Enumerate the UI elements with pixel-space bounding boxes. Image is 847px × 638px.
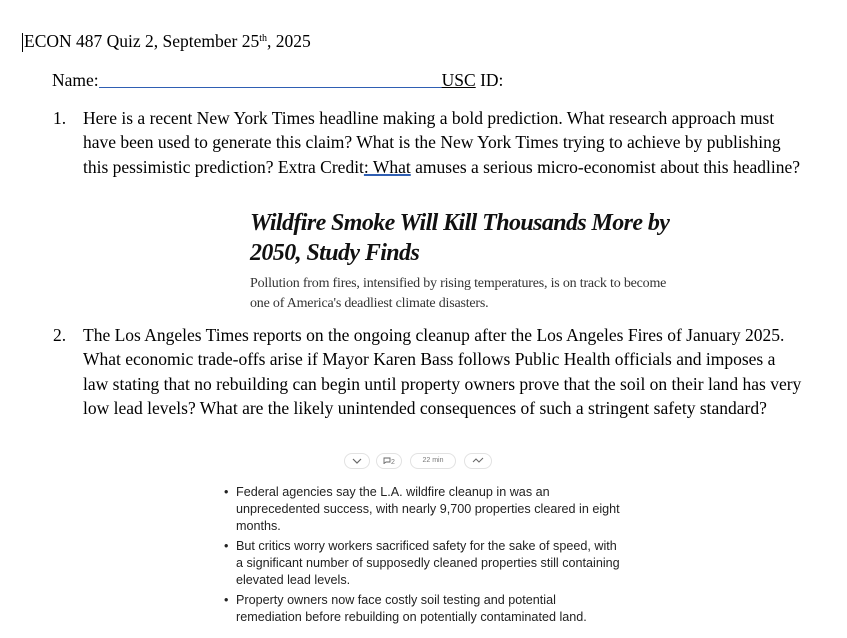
- usc-label: USC: [441, 70, 476, 90]
- question-text: Here is a recent New York Times headline making a bold prediction. What research approach must have been used to generate this claim? What is the New York Times trying to achieve by publishing this pessimistic prediction? Extra Credit: [83, 108, 781, 177]
- name-line: [52, 70, 503, 91]
- nyt-headline-clipping: [250, 208, 670, 314]
- bullet-icon: •: [224, 485, 229, 499]
- list-item: • But critics worry workers sacrificed safety for the sake of speed, with a significant number of supposedly cleaned properties still containing elevated lead levels.: [224, 539, 620, 587]
- id-label: ID:: [475, 70, 504, 90]
- bullet-icon: •: [224, 539, 229, 553]
- lat-bullet-list: [222, 484, 622, 629]
- bullet-icon: •: [224, 593, 229, 607]
- question-2: [53, 323, 803, 420]
- question-number: 2.: [53, 325, 67, 345]
- question-text-tail: amuses a serious micro-economist about this headline?: [410, 156, 801, 177]
- question-text: The Los Angeles Times reports on the ongoing cleanup after the Los Angeles Fires of January 2025. What economic trade-offs arise if Mayor Karen Bass follows Public Health officials and imposes a law stating that no rebuilding can begin until property owners prove that the soil on their land has very low lead levels? What are the likely unintended consequences of such a stringent safety standard?: [83, 325, 802, 418]
- share-icon[interactable]: [464, 453, 492, 469]
- list-item: • Federal agencies say the L.A. wildfire cleanup in was an unprecedented success, with nearly 9,700 properties cleared in eight months.: [224, 485, 620, 533]
- clock-icon: [410, 453, 456, 469]
- article-toolbar: [344, 453, 494, 469]
- question-number: 1.: [53, 108, 67, 128]
- chevron-down-icon[interactable]: [344, 453, 370, 469]
- document-title: ECON 487 Quiz 2, September 25th, 2025: [24, 31, 311, 51]
- nyt-summary: Pollution from fires, intensified by rising temperatures, is on track to become one of America's deadliest climate disasters.: [250, 276, 667, 311]
- list-item: • Property owners now face costly soil testing and potential remediation before rebuilding on potentially contaminated land.: [224, 593, 587, 624]
- comment-icon[interactable]: [376, 453, 402, 469]
- question-1: [53, 106, 803, 179]
- nyt-headline: Wildfire Smoke Will Kill Thousands More by 2050, Study Finds: [250, 210, 670, 266]
- name-blank-underline[interactable]: [99, 73, 442, 88]
- comment-count: 2: [391, 459, 395, 466]
- extra-credit-underline: : What: [363, 156, 411, 177]
- name-label: Name:: [52, 70, 99, 90]
- text-cursor: [22, 33, 23, 52]
- read-time: 22 min: [422, 457, 444, 464]
